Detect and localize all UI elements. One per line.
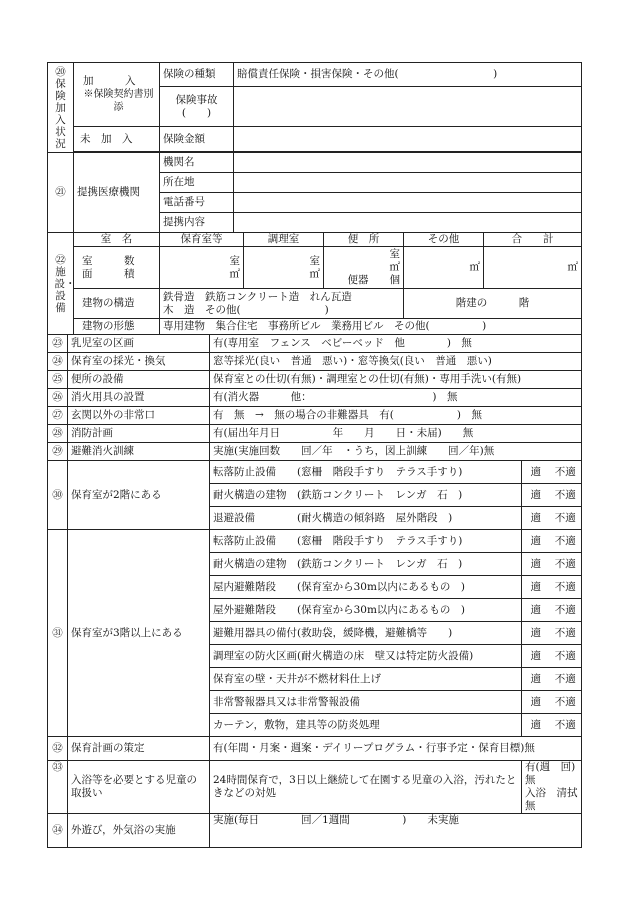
medical-field-value [234,173,582,193]
insurance-amount-value [234,127,582,152]
ng-mark: 不適 [550,668,582,691]
row-label: 面 積 [82,267,135,280]
row-value: 有(専用室 フェンス ベビーベッド 他 ) 無 [210,335,582,353]
ng-mark: 不適 [550,507,582,530]
row-number: ㉕ [48,371,68,389]
row-label: 玄関以外の非常口 [68,407,210,425]
structure-line-1: 鉄骨造 鉄筋コンクリート造 れん瓦造 [163,290,352,303]
vertical-label: 施設・設備 [54,265,76,314]
medical-field-label: 提携内容 [160,213,234,233]
ng-mark: 不適 [550,622,582,645]
section-number: ㉚ [48,461,68,530]
row-number: ㉘ [48,425,68,443]
unit-area: ㎡ [229,267,240,280]
section-number: ㉝ [48,761,68,814]
insurance-amount-label: 保険金額 [160,127,234,152]
section-number: ㉒ [55,253,66,266]
plan-table [47,736,588,848]
contract-note: ※保険契約書別添 [83,89,154,113]
check-item: 耐火構造の建物 (鉄筋コンクリート レンガ 石 ) [210,484,522,507]
plan-value: 有(年間・月案・週案・デイリープログラム・行事予定・保育目標)無 [210,737,582,761]
row-labels [74,247,160,289]
row-number: ㉙ [48,443,68,461]
medical-field-label: 所在地 [160,173,234,193]
section-label: 入浴等を必要とする児童の取扱い [68,761,210,814]
unit-room: 室 [309,254,320,267]
medical-section-number: ㉑ [48,153,74,233]
medical-field-label: 電話番号 [160,193,234,213]
joined-label: 加 入 [83,75,136,87]
check-item: 転落防止設備 (窓柵 階段手すり テラス手すり) [210,461,522,484]
insurance-type-value: 賠償責任保険・損害保険・その他( ) [234,63,582,87]
row-number: ㉓ [48,335,68,353]
multistory-table [47,460,582,737]
row-value: 窓等採光(良い 普通 悪い)・窓等換気(良い 普通 悪い) [210,353,582,371]
insurance-joined-cell [74,63,160,127]
toilet-units: 便器 個 [347,274,400,286]
medical-label: 提携医療機関 [74,153,160,233]
unit-room: 室 [389,248,400,260]
ok-mark: 適 [522,622,550,645]
check-item: 屋外避難階段 (保育室から30m以内にあるもの ) [210,599,522,622]
ok-mark: 適 [522,691,550,714]
ok-mark: 適 [522,461,550,484]
col-header: その他 [404,233,484,247]
row-value: 保育室との仕切(有無)・調理室との仕切(有無)・専用手洗い(有無) [210,371,582,389]
ng-mark: 不適 [550,484,582,507]
form-value: 専用建物 集合住宅 事務所ビル 業務用ビル その他( ) [160,319,582,335]
structure-value [160,289,404,319]
accident-label: 保険事故 [175,93,218,106]
col-header: 便 所 [324,233,404,247]
ok-mark: 適 [522,576,550,599]
row-label: 便所の設備 [68,371,210,389]
floors-value: 階建の 階 [404,289,582,319]
facility-table [47,232,582,335]
section-number: ㉞ [48,814,68,848]
section-label: 外遊び，外気浴の実施 [68,814,210,848]
ok-mark: 適 [522,553,550,576]
check-item: 避難用器具の備付(救助袋，緩降機，避難橋等 ) [210,622,522,645]
check-item: 調理室の防火区画(耐火構造の床 壁又は特定防火設備) [210,645,522,668]
bath-description: 24時間保育で，3日以上継続して在園する児童の入浴，汚れたときなどの対処 [210,761,522,814]
ok-mark: 適 [522,645,550,668]
unit-area: ㎡ [469,261,480,273]
check-item: 転落防止設備 (窓柵 階段手すり テラス手すり) [210,530,522,553]
ng-mark: 不適 [550,645,582,668]
ok-mark: 適 [522,530,550,553]
total-cell [484,247,582,289]
row-number: ㉗ [48,407,68,425]
row-value: 有(消火器 他： ) 無 [210,389,582,407]
structure-line-2: 木 造 その他( ) [163,303,329,316]
row-value: 実施(実施回数 回／年 ・うち，図上訓練 回／年)無 [210,443,582,461]
accident-paren: ( ) [181,106,212,119]
bath-option-2: 入浴 清拭 無 [524,787,588,812]
row-number: ㉖ [48,389,68,407]
row-label: 室 数 [82,254,135,267]
unit-area: ㎡ [309,267,320,280]
row-value: 有 無 → 無の場合の非難器具 有( ) 無 [210,407,582,425]
section-label: 保育室が2階にある [68,461,210,530]
medical-field-value [234,213,582,233]
not-joined-label: 未 加 入 [74,127,160,152]
vertical-label: 保険加入状況 [55,77,66,150]
ng-mark: 不適 [550,530,582,553]
ng-mark: 不適 [550,553,582,576]
ng-mark: 不適 [550,576,582,599]
ok-mark: 適 [522,507,550,530]
row-label: 乳児室の区画 [68,335,210,353]
medical-field-value [234,193,582,213]
ok-mark: 適 [522,714,550,737]
row-value: 有(届出年月日 年 月 日・未届) 無 [210,425,582,443]
bath-option-1: 有(週 回) 無 [524,761,586,786]
facility-section-header [48,233,74,335]
unit-area: ㎡ [567,261,578,273]
row-label: 避難消火訓練 [68,443,210,461]
section-number: ㉛ [48,530,68,737]
col-header: 合 計 [484,233,582,247]
row-number: ㉔ [48,353,68,371]
check-item: 耐火構造の建物 (鉄筋コンクリート レンガ 石 ) [210,553,522,576]
unit-area: ㎡ [389,261,400,273]
form-label: 建物の形態 [74,319,160,335]
ok-mark: 適 [522,599,550,622]
ok-mark: 適 [522,668,550,691]
toilet-cell [324,247,404,289]
row-label: 消火用具の設置 [68,389,210,407]
row-label: 保育室の採光・換気 [68,353,210,371]
insurance-section-header [48,63,74,153]
check-item: カーテン，敷物，建具等の防炎処理 [210,714,522,737]
nursery-cell [160,247,244,289]
ng-mark: 不適 [550,714,582,737]
insurance-accident-value [234,87,582,127]
inspection-form [47,62,588,848]
col-header: 保育室等 [160,233,244,247]
kitchen-cell [244,247,324,289]
section-number: ⑳ [55,65,66,78]
ok-mark: 適 [522,484,550,507]
col-header: 調理室 [244,233,324,247]
bath-options [521,761,588,814]
ng-mark: 不適 [550,599,582,622]
medical-field-label: 機関名 [160,153,234,173]
section-label: 保育室が3階以上にある [68,530,210,737]
check-item: 退避設備 (耐火構造の傾斜路 屋外階段 ) [210,507,522,530]
row-label: 消防計画 [68,425,210,443]
insurance-type-label: 保険の種類 [160,63,234,87]
unit-room: 室 [229,254,240,267]
ng-mark: 不適 [550,691,582,714]
structure-label: 建物の構造 [74,289,160,319]
checklist-table [47,334,582,461]
check-item: 非常警報器具又は非常警報設備 [210,691,522,714]
check-item: 屋内避難階段 (保育室から30m以内にあるもの ) [210,576,522,599]
medical-field-value [234,153,582,173]
other-cell [404,247,484,289]
insurance-accident-cell [160,87,234,127]
ng-mark: 不適 [550,461,582,484]
section-label: 保育計画の策定 [68,737,210,761]
check-item: 保育室の壁・天井が不燃材料仕上げ [210,668,522,691]
section-number: ㉜ [48,737,68,761]
col-header: 室 名 [74,233,160,247]
outdoor-value: 実施(毎日 回／1週間 ) 未実施 [210,814,582,848]
insurance-and-medical-table [47,62,582,233]
